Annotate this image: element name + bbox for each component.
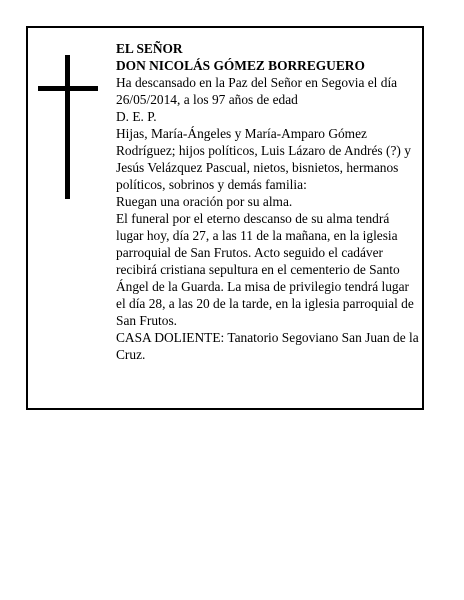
death-announcement: Ha descansado en la Paz del Señor en Segovia el día 26/05/2014, a los 97 años de edad <box>116 75 398 107</box>
cross-horizontal-bar <box>38 86 98 91</box>
notice-title-line2: DON NICOLÁS GÓMEZ BORREGUERO <box>116 58 365 73</box>
mourning-house: CASA DOLIENTE: Tanatorio Segoviano San Juan de la Cruz. <box>116 330 419 362</box>
rip-line: D. E. P. <box>116 109 157 124</box>
latin-cross-icon <box>38 55 98 199</box>
funeral-details: El funeral por el eterno descanso de su alma tendrá lugar hoy, día 27, a las 11 de la mañana, en la iglesia parroquial de San Frutos. Acto seguido el cadáver recibirá cristiana sepultura en el cementerio de Santo Ángel de la Guarda. La misa de privilegio tendrá lugar el día 28, a las 20 de la tarde, en la iglesia parroquial de San Frutos. <box>116 211 414 328</box>
family-list: Hijas, María-Ángeles y María-Amparo Gómez Rodríguez; hijos políticos, Luis Lázaro de Andrés (?) y Jesús Velázquez Pascual, nietos, bisnietos, hermanos políticos, sobrinos y demás familia: <box>116 126 411 192</box>
notice-title-line1: EL SEÑOR <box>116 41 183 56</box>
obituary-notice <box>26 26 424 410</box>
cross-vertical-bar <box>65 55 70 199</box>
prayer-request: Ruegan una oración por su alma. <box>116 194 293 209</box>
notice-text <box>116 40 420 363</box>
